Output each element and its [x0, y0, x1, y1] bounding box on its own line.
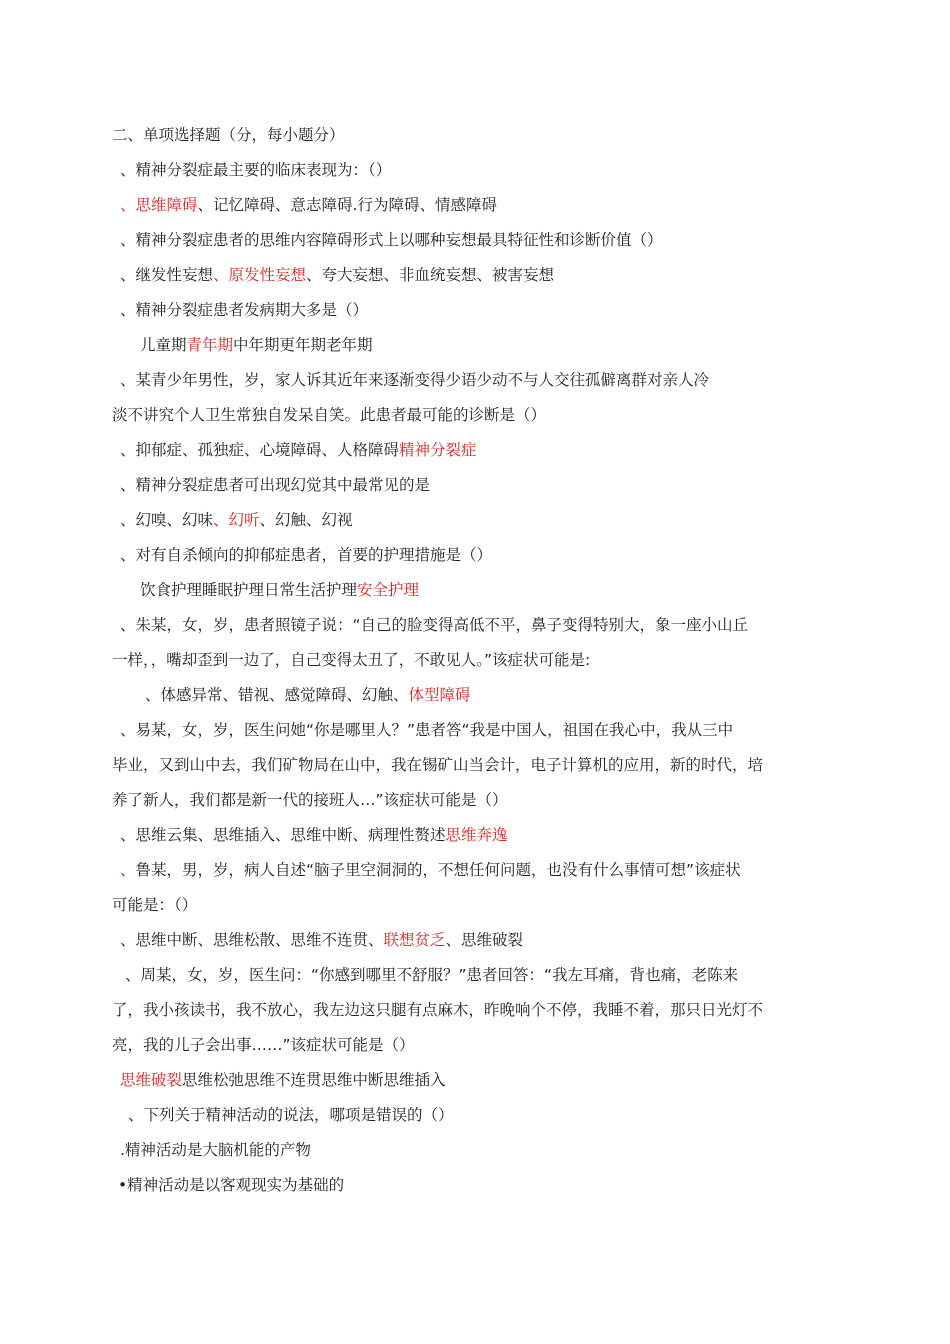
answer-3: 儿童期青年期中年期更年期老年期 [140, 336, 373, 354]
question-7-line-1: 、朱某，女，岁，患者照镜子说：“自己的脸变得高低不平，鼻子变得特别大，象一座小山丘 [120, 616, 749, 634]
answer-8: 、思维云集、思维插入、思维中断、病理性赘述思维奔逸 [120, 826, 508, 844]
correct-answer: 安全护理 [357, 581, 420, 599]
question-8-line-1: 、易某，女，岁，医生问她“你是哪里人？”患者答“我是中国人，祖国在我心中，我从三中 [120, 721, 734, 739]
answer-5: 、幻嗅、幻味、幻听、幻触、幻视 [120, 511, 353, 529]
question-1: 、精神分裂症最主要的临床表现为：（） [120, 161, 392, 179]
answer-7: 、体感异常、错视、感觉障碍、幻触、体型障碍 [145, 686, 471, 704]
answer-6: 饮食护理睡眠护理日常生活护理安全护理 [140, 581, 420, 599]
option-a: .精神活动是大脑机能的产物 [120, 1141, 311, 1159]
question-8-line-2: 毕业，又到山中去，我们矿物局在山中，我在锡矿山当会计，电子计算机的应用，新的时代，培 [112, 756, 764, 774]
correct-answer: 、思维障碍 [120, 196, 198, 214]
question-9-line-1: 、鲁某，男，岁，病人自述“脑子里空洞洞的，不想任何问题，也没有什么事情可想”该症状 [120, 861, 741, 879]
correct-answer: 思维奔逸 [445, 826, 508, 844]
correct-answer: 、幻听 [213, 511, 260, 529]
answer-2: 、继发性妄想、原发性妄想、夸大妄想、非血统妄想、被害妄想 [120, 266, 555, 284]
question-5: 、精神分裂症患者可出现幻觉其中最常见的是 [120, 476, 431, 494]
correct-answer: 精神分裂症 [399, 441, 477, 459]
question-4-line-1: 、某青少年男性，岁，家人诉其近年来逐渐变得少语少动不与人交往孤僻离群对亲人冷 [120, 371, 710, 389]
answer-4: 、抑郁症、孤独症、心境障碍、人格障碍精神分裂症 [120, 441, 477, 459]
correct-answer: 思维破裂 [120, 1071, 183, 1089]
correct-answer: 联想贫乏 [383, 931, 446, 949]
answer-10: 思维破裂思维松弛思维不连贯思维中断思维插入 [120, 1071, 446, 1089]
question-7-line-2: 一样，，嘴却歪到一边了，自己变得太丑了，不敢见人。”该症状可能是: [112, 651, 591, 669]
question-3: 、精神分裂症患者发病期大多是（） [120, 301, 369, 319]
option-b: •精神活动是以客观现实为基础的 [118, 1176, 345, 1194]
question-10-line-1: 、周某，女，岁，医生问：“你感到哪里不舒服？”患者回答：“我左耳痛，背也痛，老陈来 [125, 966, 739, 984]
question-10-line-2: 了，我小孩读书，我不放心，我左边这只腿有点麻木，昨晚响个不停，我睡不着，那只日光灯不 [112, 1001, 764, 1019]
question-2: 、精神分裂症患者的思维内容障碍形式上以哪种妄想最具特征性和诊断价值（） [120, 231, 663, 249]
section-heading: 二、单项选择题（分，每小题分） [112, 126, 345, 144]
question-4-line-2: 淡不讲究个人卫生常独自发呆自笑。此患者最可能的诊断是（） [112, 406, 547, 424]
correct-answer: 、原发性妄想 [213, 266, 307, 284]
question-8-line-3: 养了新人，我们都是新一代的接班人…”该症状可能是（） [112, 791, 508, 809]
correct-answer: 青年期 [186, 336, 234, 354]
question-6: 、对有自杀倾向的抑郁症患者，首要的护理措施是（） [120, 546, 493, 564]
answer-9: 、思维中断、思维松散、思维不连贯、联想贫乏、思维破裂 [120, 931, 524, 949]
question-9-line-2: 可能是：（） [112, 896, 198, 914]
question-10-line-3: 亮，我的儿子会出事……”该症状可能是（） [112, 1036, 415, 1054]
question-11: 、下列关于精神活动的说法，哪项是错误的（） [128, 1106, 454, 1124]
answer-1: 、思维障碍、记忆障碍、意志障碍.行为障碍、情感障碍 [120, 196, 497, 214]
correct-answer: 体型障碍 [408, 686, 471, 704]
